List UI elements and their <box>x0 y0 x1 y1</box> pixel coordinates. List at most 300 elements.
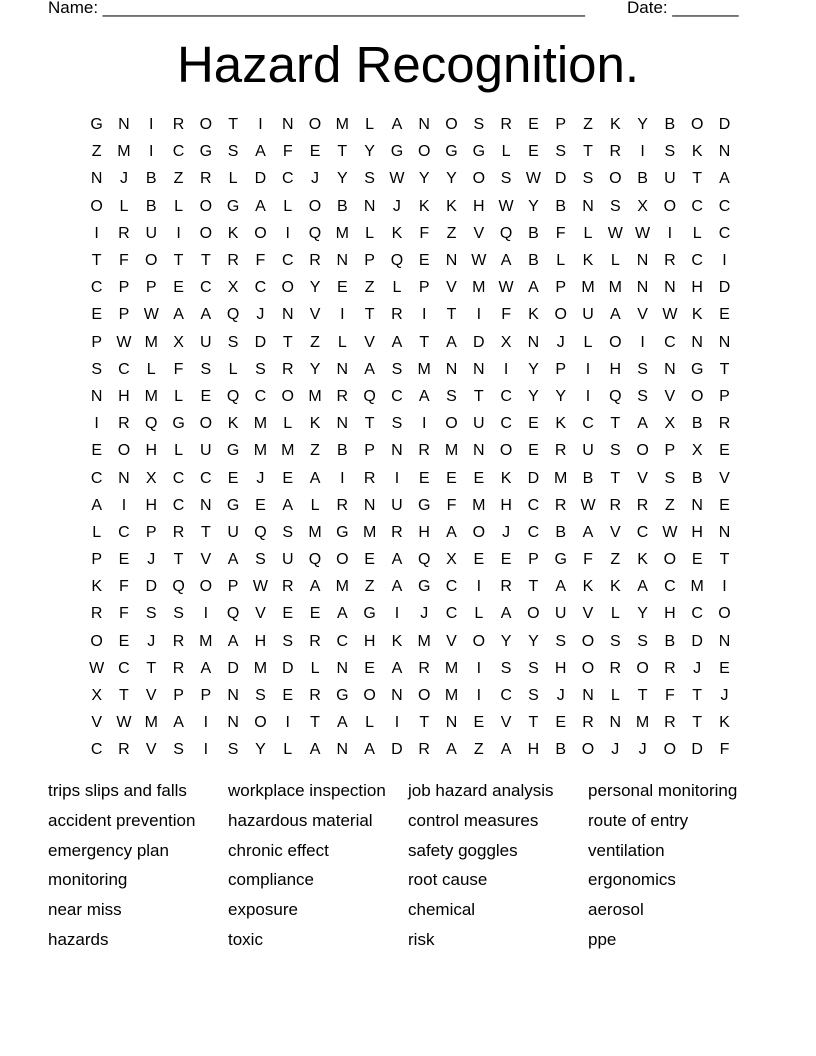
grid-letter: N <box>473 360 485 378</box>
grid-row <box>83 301 738 328</box>
grid-letter: O <box>472 170 486 188</box>
grid-letter: A <box>309 578 321 596</box>
grid-letter: P <box>145 279 157 297</box>
grid-letter: P <box>227 578 239 596</box>
grid-letter: R <box>309 687 321 705</box>
grid-letter: Q <box>145 415 158 433</box>
grid-letter: Z <box>91 143 102 161</box>
grid-letter: A <box>418 387 430 405</box>
grid-letter: S <box>664 143 676 161</box>
grid-row <box>83 628 738 655</box>
grid-letter: B <box>555 197 567 215</box>
grid-row <box>83 383 738 410</box>
word-list-item: emergency plan <box>48 840 169 860</box>
grid-letter: E <box>118 632 130 650</box>
word-list-item: aerosol <box>588 900 644 920</box>
grid-letter: G <box>172 415 185 433</box>
grid-letter: M <box>199 632 213 650</box>
grid-letter: A <box>364 741 375 759</box>
grid-letter: F <box>419 224 430 242</box>
grid-letter: Q <box>609 387 622 405</box>
grid-letter: Q <box>308 224 322 242</box>
grid-letter: I <box>722 578 727 596</box>
grid-letter: G <box>472 143 486 161</box>
grid-letter: O <box>308 197 322 215</box>
grid-letter: N <box>418 116 430 134</box>
grid-letter: I <box>421 415 427 433</box>
grid-letter: B <box>637 170 648 188</box>
grid-letter: T <box>528 714 539 732</box>
grid-letter: O <box>417 143 431 161</box>
grid-letter: R <box>172 116 185 134</box>
grid-letter: L <box>228 360 238 378</box>
grid-letter: A <box>391 551 403 569</box>
grid-letter: M <box>308 387 322 405</box>
grid-letter: I <box>722 252 727 270</box>
grid-row <box>83 138 738 165</box>
grid-letter: B <box>336 442 348 460</box>
grid-letter: M <box>581 279 595 297</box>
grid-letter: O <box>336 551 349 569</box>
grid-letter: C <box>445 605 458 623</box>
grid-letter: P <box>528 551 539 569</box>
word-list-item: ppe <box>588 929 617 949</box>
grid-letter: L <box>310 496 320 514</box>
grid-letter: M <box>554 469 568 487</box>
grid-letter: C <box>718 197 731 215</box>
grid-letter: I <box>394 714 400 732</box>
grid-letter: P <box>364 252 375 270</box>
grid-letter: F <box>119 605 129 623</box>
grid-letter: Z <box>446 224 457 242</box>
grid-letter: R <box>664 252 676 270</box>
grid-letter: W <box>498 279 514 297</box>
grid-letter: R <box>554 496 567 514</box>
grid-letter: K <box>609 116 621 134</box>
grid-letter: O <box>636 659 649 677</box>
grid-letter: V <box>582 605 594 623</box>
grid-row <box>83 111 738 138</box>
grid-letter: A <box>200 306 212 324</box>
grid-letter: F <box>173 360 184 378</box>
grid-letter: R <box>609 143 622 161</box>
grid-letter: I <box>640 333 645 351</box>
grid-letter: A <box>336 605 348 623</box>
word-list <box>48 778 768 957</box>
grid-letter: O <box>690 387 704 405</box>
grid-letter: K <box>528 306 539 324</box>
grid-letter: R <box>609 659 622 677</box>
grid-letter: M <box>362 523 377 541</box>
grid-letter: B <box>528 252 539 270</box>
grid-letter: Z <box>364 279 375 297</box>
grid-row <box>83 220 738 247</box>
grid-letter: K <box>418 197 430 215</box>
grid-letter: N <box>391 442 403 460</box>
grid-letter: S <box>637 387 648 405</box>
grid-letter: L <box>283 415 293 433</box>
grid-letter: D <box>254 333 267 351</box>
grid-letter: A <box>446 333 457 351</box>
grid-letter: K <box>691 143 703 161</box>
grid-letter: A <box>227 632 239 650</box>
grid-row <box>83 682 738 709</box>
grid-letter: O <box>527 605 540 623</box>
grid-letter: S <box>664 469 676 487</box>
grid-letter: E <box>473 551 485 569</box>
grid-letter: A <box>582 523 594 541</box>
grid-letter: U <box>391 496 403 514</box>
grid-letter: T <box>364 306 375 324</box>
grid-letter: O <box>581 632 595 650</box>
grid-letter: P <box>418 279 430 297</box>
grid-letter: O <box>472 523 486 541</box>
grid-letter: U <box>281 551 294 569</box>
grid-letter: L <box>692 224 702 242</box>
word-list-item: route of entry <box>588 810 689 830</box>
grid-letter: M <box>117 143 131 161</box>
grid-letter: Y <box>528 632 539 650</box>
grid-letter: I <box>94 224 99 242</box>
grid-letter: D <box>473 333 485 351</box>
grid-letter: T <box>310 714 320 732</box>
grid-letter: A <box>719 170 730 188</box>
grid-letter: A <box>500 605 512 623</box>
grid-letter: W <box>471 252 487 270</box>
grid-letter: S <box>528 687 539 705</box>
grid-letter: B <box>555 523 567 541</box>
grid-letter: Y <box>500 632 512 650</box>
grid-letter: D <box>145 578 158 596</box>
grid-letter: E <box>91 306 102 324</box>
grid-letter: H <box>664 605 676 623</box>
grid-letter: N <box>582 197 594 215</box>
grid-letter: P <box>118 306 130 324</box>
grid-letter: O <box>663 197 677 215</box>
grid-letter: E <box>719 659 730 677</box>
grid-letter: V <box>637 306 648 324</box>
grid-letter: Z <box>364 578 375 596</box>
grid-row <box>83 274 738 301</box>
grid-letter: O <box>90 632 103 650</box>
grid-letter: N <box>336 360 349 378</box>
grid-letter: Y <box>528 197 539 215</box>
grid-letter: I <box>476 578 482 596</box>
grid-letter: I <box>340 469 345 487</box>
grid-letter: T <box>200 523 211 541</box>
grid-letter: P <box>173 687 184 705</box>
grid-letter: R <box>554 442 567 460</box>
grid-letter: Z <box>173 170 184 188</box>
grid-letter: M <box>335 224 349 242</box>
grid-letter: R <box>336 387 349 405</box>
grid-letter: S <box>255 687 266 705</box>
grid-letter: T <box>419 714 430 732</box>
grid-letter: N <box>336 252 349 270</box>
grid-letter: G <box>417 578 431 596</box>
grid-letter: Y <box>637 605 648 623</box>
grid-letter: D <box>718 279 731 297</box>
grid-letter: T <box>473 387 484 405</box>
grid-letter: V <box>609 523 621 541</box>
grid-letter: X <box>664 415 676 433</box>
grid-letter: R <box>500 116 512 134</box>
grid-letter: Y <box>336 170 348 188</box>
grid-letter: O <box>663 551 677 569</box>
grid-letter: R <box>418 442 430 460</box>
grid-letter: I <box>149 116 154 134</box>
grid-letter: S <box>582 170 594 188</box>
grid-letter: H <box>500 496 512 514</box>
grid-letter: I <box>258 116 263 134</box>
grid-letter: X <box>173 333 184 351</box>
grid-letter: S <box>609 632 621 650</box>
grid-letter: H <box>145 496 158 514</box>
grid-letter: R <box>118 224 130 242</box>
grid-letter: M <box>444 442 459 460</box>
grid-letter: C <box>500 387 512 405</box>
grid-letter: W <box>389 170 405 188</box>
grid-letter: C <box>691 252 703 270</box>
grid-letter: E <box>309 143 321 161</box>
grid-letter: U <box>664 170 676 188</box>
grid-letter: R <box>664 714 676 732</box>
grid-letter: R <box>200 170 212 188</box>
grid-letter: U <box>200 442 212 460</box>
grid-letter: Q <box>226 605 240 623</box>
grid-letter: K <box>609 578 621 596</box>
grid-letter: R <box>118 741 130 759</box>
grid-letter: E <box>173 279 184 297</box>
grid-letter: F <box>255 252 266 270</box>
grid-letter: A <box>173 714 184 732</box>
grid-letter: W <box>116 333 132 351</box>
grid-letter: C <box>281 252 294 270</box>
grid-letter: N <box>445 714 458 732</box>
grid-letter: L <box>174 197 183 215</box>
grid-letter: T <box>637 687 648 705</box>
grid-row <box>83 329 738 356</box>
grid-letter: U <box>582 442 594 460</box>
grid-letter: O <box>281 387 294 405</box>
grid-letter: O <box>254 714 267 732</box>
grid-letter: P <box>664 442 676 460</box>
grid-letter: L <box>92 523 102 541</box>
grid-letter: P <box>555 279 567 297</box>
grid-letter: L <box>583 224 593 242</box>
grid-letter: R <box>391 306 403 324</box>
grid-letter: J <box>556 687 565 705</box>
grid-letter: V <box>255 605 266 623</box>
grid-letter: S <box>227 741 239 759</box>
grid-letter: S <box>145 605 157 623</box>
grid-letter: A <box>637 578 648 596</box>
grid-letter: S <box>609 197 621 215</box>
grid-letter: T <box>583 143 593 161</box>
grid-letter: A <box>500 741 512 759</box>
grid-letter: J <box>693 659 702 677</box>
grid-letter: O <box>609 333 622 351</box>
grid-letter: T <box>692 170 703 188</box>
grid-letter: I <box>585 360 591 378</box>
grid-letter: X <box>227 279 239 297</box>
grid-letter: E <box>528 442 539 460</box>
grid-letter: J <box>119 170 128 188</box>
grid-letter: N <box>227 714 239 732</box>
grid-letter: T <box>146 659 157 677</box>
grid-letter: M <box>608 279 622 297</box>
grid-letter: K <box>582 578 594 596</box>
grid-letter: D <box>554 170 567 188</box>
grid-letter: I <box>476 659 482 677</box>
grid-letter: N <box>336 741 349 759</box>
grid-letter: S <box>500 659 512 677</box>
grid-letter: J <box>256 306 265 324</box>
grid-letter: H <box>473 197 485 215</box>
grid-letter: I <box>285 714 290 732</box>
grid-letter: A <box>91 496 102 514</box>
grid-letter: I <box>203 714 209 732</box>
grid-letter: U <box>554 605 567 623</box>
grid-letter: A <box>391 659 403 677</box>
grid-letter: T <box>610 469 621 487</box>
grid-letter: I <box>285 224 290 242</box>
grid-row <box>83 193 738 220</box>
grid-letter: B <box>691 469 703 487</box>
grid-letter: P <box>91 333 102 351</box>
grid-letter: O <box>199 197 213 215</box>
grid-letter: E <box>473 469 485 487</box>
grid-letter: L <box>365 116 375 134</box>
grid-letter: I <box>421 306 427 324</box>
grid-letter: D <box>718 116 731 134</box>
grid-letter: I <box>203 741 209 759</box>
word-list-item: ergonomics <box>588 870 676 890</box>
grid-letter: R <box>90 605 103 623</box>
grid-letter: N <box>691 333 703 351</box>
grid-letter: R <box>363 469 376 487</box>
grid-letter: T <box>528 578 539 596</box>
grid-row <box>83 573 738 600</box>
grid-letter: A <box>336 714 348 732</box>
grid-letter: C <box>254 387 267 405</box>
grid-letter: F <box>119 252 129 270</box>
grid-letter: Q <box>417 551 431 569</box>
grid-letter: U <box>145 224 158 242</box>
grid-letter: A <box>446 523 457 541</box>
grid-letter: R <box>172 632 185 650</box>
grid-letter: R <box>172 523 185 541</box>
grid-letter: Z <box>310 333 320 351</box>
grid-letter: W <box>498 197 514 215</box>
grid-letter: A <box>200 659 212 677</box>
grid-letter: C <box>172 143 185 161</box>
grid-letter: C <box>90 279 103 297</box>
word-list-item: chemical <box>408 900 476 920</box>
grid-letter: S <box>555 632 567 650</box>
date-field-line: Date: _______ <box>627 0 739 17</box>
grid-letter: E <box>282 687 294 705</box>
word-list-item: near miss <box>48 900 122 920</box>
grid-letter: C <box>527 523 540 541</box>
grid-letter: I <box>585 387 591 405</box>
grid-letter: X <box>145 469 157 487</box>
grid-letter: K <box>227 415 239 433</box>
grid-letter: V <box>364 333 375 351</box>
grid-letter: N <box>609 714 622 732</box>
grid-letter: O <box>445 415 458 433</box>
grid-letter: L <box>610 605 620 623</box>
grid-letter: P <box>719 387 730 405</box>
grid-letter: D <box>227 659 239 677</box>
grid-letter: C <box>336 632 349 650</box>
grid-letter: G <box>336 687 349 705</box>
grid-letter: G <box>90 116 103 134</box>
grid-letter: C <box>90 741 103 759</box>
grid-letter: A <box>391 116 403 134</box>
grid-letter: T <box>337 143 348 161</box>
grid-letter: E <box>309 605 321 623</box>
grid-letter: N <box>281 306 294 324</box>
grid-letter: F <box>664 687 675 705</box>
grid-letter: E <box>364 659 375 677</box>
grid-row <box>83 492 738 519</box>
page-title: Hazard Recognition. <box>176 36 640 93</box>
grid-letter: M <box>635 714 650 732</box>
grid-letter: S <box>173 605 184 623</box>
grid-letter: N <box>718 523 731 541</box>
grid-letter: P <box>118 279 130 297</box>
grid-row <box>83 437 738 464</box>
grid-letter: L <box>610 252 620 270</box>
grid-letter: B <box>664 632 676 650</box>
grid-letter: A <box>309 741 321 759</box>
grid-letter: Y <box>364 143 375 161</box>
grid-letter: I <box>394 605 400 623</box>
grid-letter: L <box>174 442 183 460</box>
grid-letter: Y <box>528 360 539 378</box>
grid-letter: V <box>500 714 512 732</box>
grid-letter: L <box>392 279 402 297</box>
grid-letter: L <box>583 333 593 351</box>
grid-letter: E <box>719 496 730 514</box>
grid-letter: C <box>500 687 512 705</box>
word-list-item: personal monitoring <box>588 781 738 800</box>
grid-letter: N <box>445 252 458 270</box>
grid-letter: N <box>90 170 103 188</box>
grid-letter: M <box>308 523 322 541</box>
grid-row <box>83 247 738 274</box>
grid-letter: R <box>227 252 239 270</box>
grid-letter: S <box>500 170 512 188</box>
grid-letter: C <box>718 224 731 242</box>
grid-letter: L <box>228 170 238 188</box>
grid-letter: J <box>256 469 265 487</box>
grid-letter: Q <box>172 578 185 596</box>
grid-row <box>83 410 738 437</box>
word-list-item: hazards <box>48 929 109 949</box>
grid-letter: E <box>528 116 539 134</box>
grid-letter: M <box>253 415 268 433</box>
grid-letter: J <box>147 551 156 569</box>
grid-letter: S <box>282 523 294 541</box>
grid-letter: C <box>281 170 294 188</box>
grid-letter: D <box>281 659 294 677</box>
grid-letter: O <box>554 306 567 324</box>
grid-letter: X <box>91 687 102 705</box>
grid-row <box>83 519 738 546</box>
grid-letter: A <box>173 306 184 324</box>
